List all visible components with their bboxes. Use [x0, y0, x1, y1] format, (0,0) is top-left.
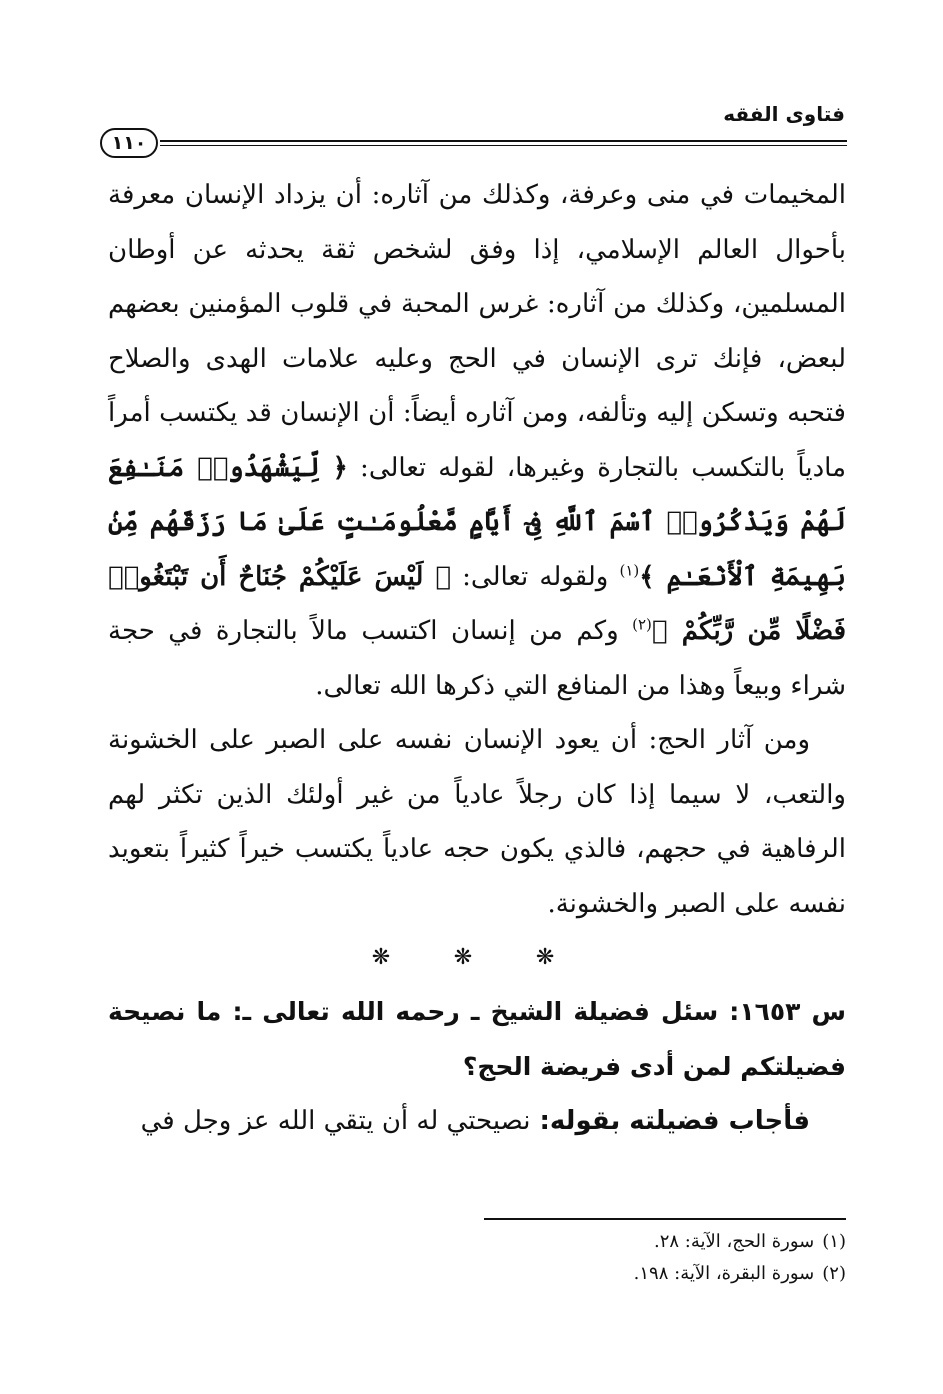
footnote-2-text: سورة البقرة، الآية: ١٩٨. [633, 1263, 815, 1284]
footnote-2-number: (٢) [822, 1263, 846, 1284]
running-title: فتاوى الفقه [723, 102, 845, 126]
header-rule [160, 140, 847, 142]
paragraph-1 [108, 168, 846, 713]
footnote-1 [108, 1226, 846, 1258]
paragraph-2: ومن آثار الحج: أن يعود الإنسان نفسه على الصبر على الخشونة والتعب، لا سيما إذا كان رجلاً عادياً من غير أولئك الذين تكثر لهم الرفاهية في حجهم، فالذي يكون حجه عادياً يكتسب خيراً كثيراً بتعويد نفسه على الصبر والخشونة. [108, 725, 846, 919]
answer-lead: فأجاب فضيلته بقوله: [530, 1106, 810, 1136]
footnote-2 [108, 1258, 846, 1290]
page-number: ١١٠ [100, 128, 158, 158]
answer-text: نصيحتي له أن يتقي الله عز وجل في [140, 1106, 531, 1136]
paragraph-1-text-a: المخيمات في منى وعرفة، وكذلك من آثاره: أن يزداد الإنسان معرفة بأحوال العالم الإسلامي، إذا وفق لشخص ثقة يحدثه عن أوطان المسلمين، وكذلك من آثاره: غرس المحبة في قلوب المؤمنين بعضهم لبعض، فإنك ترى الإنسان في الحج وعليه علامات الهدى والصلاح فتحبه وتسكن إليه وتألفه، ومن آثاره أيضاً: أن الإنسان قد يكتسب أمراً مادياً بالتكسب بالتجارة وغيرها، لقوله تعالى: [108, 180, 847, 483]
footnote-ref-2: (٢) [632, 615, 652, 634]
quran-verse-2: ﴿ لَيْسَ عَلَيْكُمْ جُنَاحٌ أَن تَبْتَغُوا۟ فَضْلًا مِّن رَّبِّكُمْ ﴾ [108, 561, 847, 646]
footnote-rule [484, 1218, 846, 1220]
footnote-1-text: سورة الحج، الآية: ٢٨. [653, 1231, 815, 1252]
footnotes [108, 1226, 846, 1290]
question-heading: س ١٦٥٣: سئل فضيلة الشيخ ـ رحمه الله تعالى ـ: ما نصيحة فضيلتكم لمن أدى فريضة الحج؟ [108, 997, 846, 1081]
footnote-ref-1: (١) [619, 560, 640, 579]
paragraph-1-text-b: ولقوله تعالى: [450, 561, 620, 592]
header-rule-secondary [160, 145, 847, 146]
footnote-1-number: (١) [822, 1231, 846, 1252]
paragraph-1-text-c: وكم من إنسان اكتسب مالاً بالتجارة في حجة شراء وبيعاً وهذا من المنافع التي ذكرها الله تعالى. [108, 616, 846, 701]
body-text [108, 168, 846, 1149]
section-separator: ❋ ❋ ❋ [371, 945, 583, 970]
answer-paragraph [108, 1094, 846, 1149]
quran-verse-1: ﴿ لِّيَشْهَدُوا۟ مَنَـٰفِعَ لَهُمْ وَيَذْكُرُوا۟ ٱسْمَ ٱللَّهِ فِىٓ أَيَّامٍ مَّعْلُومَـٰتٍ عَلَىٰ مَا رَزَقَهُم مِّنۢ بَهِيمَةِ ٱلْأَنْعَـٰمِ ﴾ [108, 452, 846, 592]
